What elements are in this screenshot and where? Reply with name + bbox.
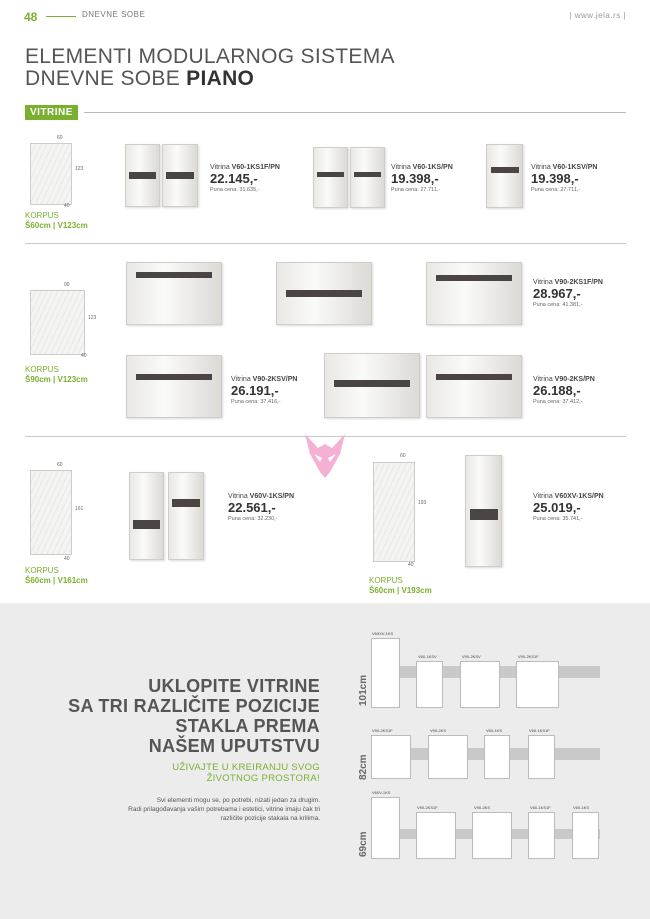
korpus-depth: 40 [64,203,70,209]
korpus-width: 60 [57,462,63,468]
product-prefix: Vitrina [228,493,250,500]
vitrine-image[interactable] [162,144,198,207]
vitrine-image[interactable] [324,353,420,418]
korpus-drawing [30,470,72,555]
diagram-unit [572,812,599,859]
product-price-block [391,163,453,195]
korpus-depth: 40 [81,353,87,359]
korpus-height: 123 [88,315,97,321]
diagram-unit [371,735,411,779]
product-prefix: Vitrina [533,279,555,286]
headline-line: NAŠEM UPUTSTVU [148,736,320,756]
diagram-unit [516,661,559,708]
full-price: Puna cena: 35.741,- [533,516,583,522]
diagram-unit [428,735,468,779]
diagram-unit-label: V90-2KSV [462,654,481,659]
korpus-label [25,211,88,231]
vitrine-image[interactable] [129,472,164,560]
diagram-unit [528,812,555,859]
diagram-unit-label: V90-2KS1F [417,805,438,810]
diagram-unit-label: V60-1KS1F [530,805,551,810]
full-price: Puna cena: 32.230,- [228,516,278,522]
vitrine-image[interactable] [313,147,348,208]
product-price-block [533,375,595,407]
vitrine-image[interactable] [426,355,522,418]
diagram-unit [416,812,456,859]
product-price-block [231,375,297,407]
korpus-title: KORPUS [25,566,59,575]
diagram-unit [371,638,400,708]
product-price-block [228,492,294,524]
vitrine-image[interactable] [126,355,222,418]
korpus-title: KORPUS [25,211,59,220]
body-line: različite pozicije stakala na krilima. [220,815,320,822]
product-price: 19.398,- [391,171,439,186]
diagram-unit-label: V60-1KS1F [529,728,550,733]
diagram-unit [484,735,510,779]
product-prefix: Vitrina [533,376,555,383]
diagram-unit-label: V60-1KS [486,728,503,733]
korpus-height: 193 [418,500,427,506]
full-price: Puna cena: 37.416,- [231,399,281,405]
product-prefix: Vitrina [210,164,232,171]
vitrine-image[interactable] [126,262,222,325]
title-prefix: DNEVNE SOBE [25,67,187,90]
page-title [25,46,395,90]
product-code: V90-2KS/PN [554,376,595,383]
promo-body [60,796,320,823]
page-number: 48 [24,10,38,24]
product-code: V90-2KS1F/PN [554,279,603,286]
full-price: Puna cena: 27.711,- [391,187,441,193]
diagram-unit [528,735,555,779]
headline-line: STAKLA PREMA [175,716,320,736]
product-price: 26.188,- [533,383,581,398]
korpus-height: 123 [75,166,84,172]
product-price-block [533,492,604,524]
diagram-unit-label: V60-1KS [573,805,590,810]
diagram-unit-label: V60-1KSV [418,654,437,659]
section-name: DNEVNE SOBE [82,10,146,19]
full-price: Puna cena: 31.635,- [210,187,260,193]
full-price: Puna cena: 41.381,- [533,302,583,308]
header-divider [46,16,76,17]
section-divider [25,243,626,244]
diagram-height-label: 101cm [358,674,369,706]
product-price: 28.967,- [533,286,581,301]
product-prefix: Vitrina [391,164,413,171]
korpus-title: KORPUS [369,576,403,585]
diagram-unit-label: V90-2KS1F [518,654,539,659]
product-code: V60V-1KS/PN [249,493,295,500]
product-prefix: Vitrina [231,376,253,383]
korpus-label [25,566,88,586]
diagram-height-label: 82cm [358,754,369,780]
product-code: V60-1KSV/PN [552,164,598,171]
korpus-width: 90 [64,282,70,288]
korpus-width: 60 [57,135,63,141]
vitrine-image[interactable] [125,144,160,207]
product-price: 25.019,- [533,500,581,515]
title-line-1: ELEMENTI MODULARNOG SISTEMA [25,45,395,68]
diagram-unit-label: V90-2KS [474,805,491,810]
korpus-drawing [30,290,85,355]
product-price-block [210,163,280,195]
promo-subheadline [172,762,320,784]
title-product-name: PIANO [186,67,255,90]
product-code: V60XV-1KS/PN [554,493,604,500]
korpus-depth: 40 [64,556,70,562]
product-price: 22.145,- [210,171,258,186]
category-tag: VITRINE [25,105,78,120]
fox-logo-icon [300,432,350,480]
diagram-unit [416,661,443,708]
diagram-height-label: 69cm [358,831,369,857]
subheadline-line: ŽIVOTNOG PROSTORA! [206,773,320,784]
full-price: Puna cena: 27.711,- [531,187,581,193]
diagram-unit [371,797,400,859]
headline-line: UKLOPITE VITRINE [148,676,320,696]
vitrine-image[interactable] [350,147,385,208]
product-price-block [533,278,603,310]
vitrine-image[interactable] [276,262,372,325]
website-link[interactable]: | www.jela.rs | [569,11,626,20]
diagram-unit-label: V60XV-1KS [372,631,394,636]
vitrine-image[interactable] [426,262,522,325]
diagram-unit-label: V60V-1KS [372,790,391,795]
category-divider [84,112,626,113]
korpus-dimensions: Š60cm | V123cm [25,221,88,230]
korpus-label [25,365,88,385]
korpus-width: 60 [400,453,406,459]
body-line: Radi prilagođavanja vašim potrebama i estetici, vitrine imaju čak tri [128,806,320,813]
product-code: V60-1KS/PN [412,164,453,171]
vitrine-image[interactable] [465,455,502,567]
diagram-unit-label: V90-2KS [430,728,447,733]
product-code: V90-2KSV/PN [252,376,298,383]
product-code: V60-1KS1F/PN [231,164,280,171]
vitrine-image[interactable] [168,472,204,560]
diagram-unit-label: V90-2KS1F [372,728,393,733]
korpus-drawing [373,462,415,562]
headline-line: SA TRI RAZLIČITE POZICIJE [68,696,320,716]
body-line: Svi elementi mogu se, po potrebi, nizati jedan za drugim. [156,797,320,804]
promo-headline [68,676,320,756]
korpus-drawing [30,143,72,205]
korpus-depth: 40 [408,562,414,568]
product-prefix: Vitrina [531,164,553,171]
product-price: 22.561,- [228,500,276,515]
title-line-2 [25,68,395,90]
subheadline-line: UŽIVAJTE U KREIRANJU SVOG [172,762,320,773]
product-price-block [531,163,597,195]
korpus-title: KORPUS [25,365,59,374]
korpus-dimensions: Š60cm | V161cm [25,576,88,585]
full-price: Puna cena: 37.412,- [533,399,583,405]
vitrine-image[interactable] [486,144,523,208]
diagram-unit [460,661,500,708]
product-price: 19.398,- [531,171,579,186]
korpus-dimensions: Š60cm | V193cm [369,586,432,595]
korpus-label [369,576,432,596]
korpus-dimensions: Š90cm | V123cm [25,375,88,384]
korpus-height: 161 [75,506,84,512]
diagram-unit [472,812,512,859]
product-prefix: Vitrina [533,493,555,500]
product-price: 26.191,- [231,383,279,398]
